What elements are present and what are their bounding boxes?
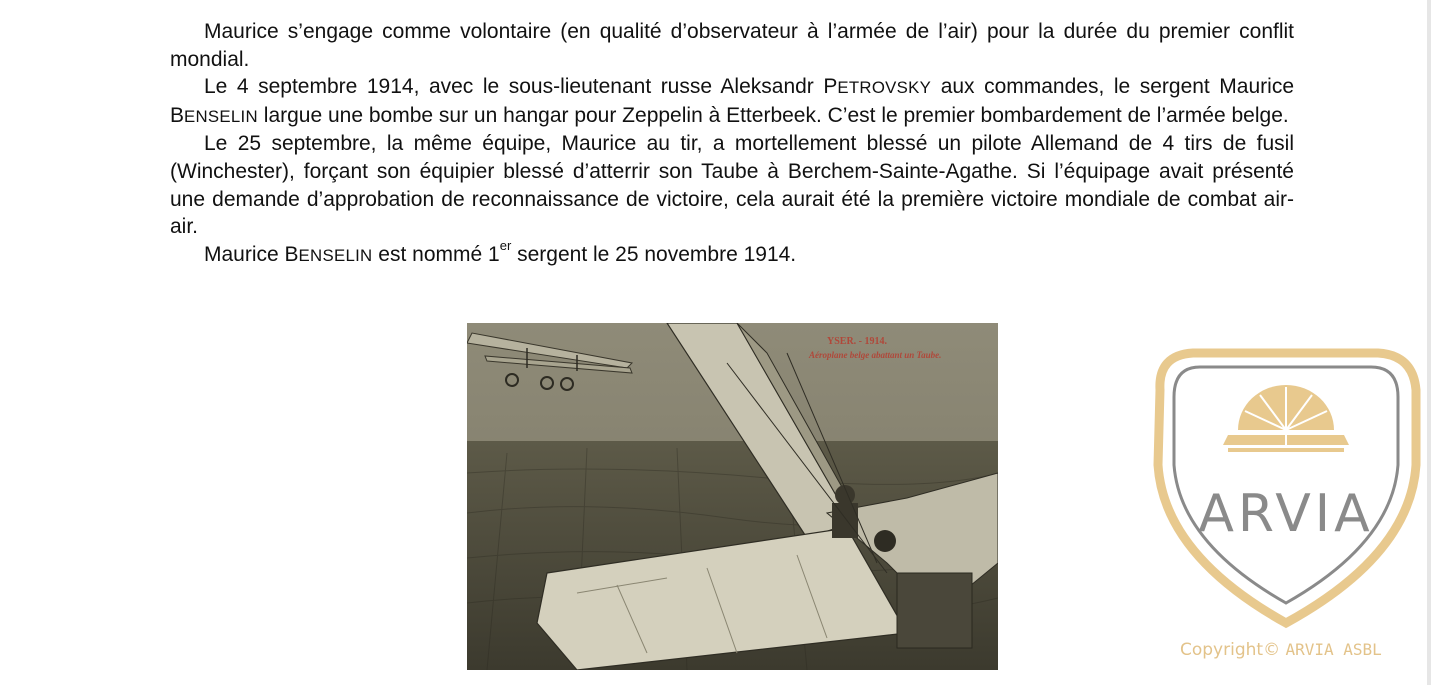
logo-wordmark: ARVIA bbox=[1198, 484, 1374, 544]
paragraph-4-text-c: sergent le 25 novembre 1914. bbox=[511, 242, 797, 266]
name-smallcaps: ETROVSKY bbox=[837, 78, 932, 98]
paragraph-4-text-a: Maurice bbox=[204, 242, 285, 266]
paragraph-3 bbox=[170, 130, 1294, 240]
paragraph-4-text-b: est nommé 1 bbox=[372, 242, 500, 266]
name-initial: B bbox=[170, 103, 185, 127]
postcard-caption-title: YSER. - 1914. bbox=[827, 336, 888, 347]
name-smallcaps: ENSELIN bbox=[298, 245, 373, 265]
paragraph-2-text-b: aux commandes, le sergent Maurice bbox=[931, 75, 1294, 99]
gunner-figure bbox=[874, 530, 896, 552]
paragraph-3-text: Le 25 septembre, la même équipe, Maurice au tir, a mortellement blessé un pilote Allemand de 4 tirs de fusil (Winchester), forçant son équipier blessé d’atterrir son Taube à Berchem-Sainte-Agathe. Si l’équipage avait présenté une demande d’approbation de reconnaissance de victoire, cela aurait été la première victoire mondiale de combat air-air. bbox=[170, 132, 1294, 239]
aerial-combat-illustration bbox=[467, 323, 998, 670]
paragraph-2-text-c: largue une bombe sur un hangar pour Zeppelin à Etterbeek. C’est le premier bombardement de l’armée belge. bbox=[257, 103, 1289, 127]
paragraph-2-text-a: Le 4 septembre 1914, avec le sous-lieutenant russe Aleksandr bbox=[204, 75, 824, 99]
paragraph-1-text: Maurice s’engage comme volontaire (en qualité d’observateur à l’armée de l’air) pour la durée du premier conflit mondial. bbox=[170, 20, 1294, 71]
copyright-prefix: Copyright bbox=[1180, 640, 1264, 660]
person-name-benselin bbox=[170, 104, 258, 127]
arvia-shield-emblem bbox=[1148, 345, 1423, 630]
copyright-org: ARVIA ASBL bbox=[1285, 640, 1382, 659]
person-name-petrovsky bbox=[823, 75, 931, 98]
arvia-logo bbox=[1148, 345, 1423, 630]
ordinal-superscript: er bbox=[499, 237, 512, 253]
person-name-benselin bbox=[285, 243, 373, 266]
paragraph-4 bbox=[170, 237, 1294, 270]
historical-postcard-image bbox=[467, 323, 998, 670]
paragraph-1 bbox=[170, 18, 1294, 73]
copyright-notice bbox=[1180, 640, 1382, 660]
paragraph-2 bbox=[170, 73, 1294, 130]
postcard-caption-description: Aéroplane belge abattant un Taube. bbox=[809, 350, 942, 360]
article-text bbox=[170, 18, 1294, 269]
name-smallcaps: ENSELIN bbox=[184, 106, 258, 126]
copyright-symbol: © bbox=[1263, 640, 1281, 660]
name-initial: P bbox=[823, 75, 838, 99]
name-initial: B bbox=[284, 242, 299, 266]
window-edge bbox=[1427, 0, 1431, 685]
